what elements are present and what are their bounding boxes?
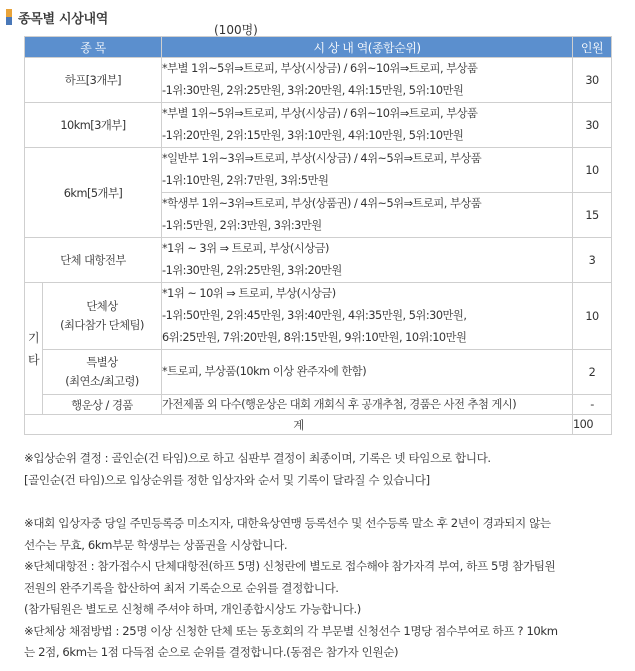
award-line: -1위:30만원, 2위:25만원, 3위:20만원: [162, 264, 342, 277]
award-details: [162, 193, 573, 238]
event-name: [43, 350, 162, 395]
award-line: 6위:25만원, 7위:20만원, 8위:15만원, 9위:10만원, 10위:10만원: [162, 331, 467, 344]
note-line: ※단체상 채점방법 : 25명 이상 신청한 단체 또는 동호회의 각 부문별 신청선수 1명당 점수부여로 하프 ? 10km: [24, 623, 558, 638]
note-line: [골인순(건 타임)으로 입상순위를 정한 입상자와 순서 및 기록이 달라질 수 있습니다]: [24, 472, 430, 487]
award-details: [162, 103, 573, 148]
group-label-other: [25, 283, 43, 415]
table-row: [25, 395, 612, 415]
header-event: 종 목: [25, 37, 162, 58]
section-title: 종목별 시상내역: [18, 11, 109, 27]
award-count: -: [573, 395, 612, 415]
award-line: *부별 1위~5위⇒트로피, 부상(시상금) / 6위~10위⇒트로피, 부상품: [162, 107, 478, 120]
event-name: 10km[3개부]: [25, 103, 162, 148]
award-line: *일반부 1위~3위⇒트로피, 부상(시상금) / 4위~5위⇒트로피, 부상품: [162, 152, 482, 165]
award-count: 2: [573, 350, 612, 395]
event-name: [43, 283, 162, 350]
award-line: -1위:50만원, 2위:45만원, 3위:40만원, 4위:35만원, 5위:30만원,: [162, 309, 467, 322]
award-line: 가전제품 외 다수(행운상은 대회 개회식 후 공개추첨, 경품은 사전 추첨 게시): [162, 398, 517, 411]
note-line: ※입상순위 결정 : 골인순(건 타임)으로 하고 심판부 결정이 최종이며, 기록은 넷 타임으로 합니다.: [24, 451, 491, 465]
award-details: [162, 350, 573, 395]
event-name: 행운상 / 경품: [43, 395, 162, 415]
note-line: (참가팀원은 별도로 신청해 주셔야 하며, 개인종합시상도 가능합니다.): [24, 602, 361, 616]
award-count: 10: [573, 148, 612, 193]
award-details: [162, 283, 573, 350]
award-line: -1위:10만원, 2위:7만원, 3위:5만원: [162, 174, 329, 187]
title-marker-icon: [6, 9, 12, 25]
table-row: [25, 350, 612, 395]
awards-table: [24, 36, 612, 435]
award-line: *1위 ~ 10위 ⇒ 트로피, 부상(시상금): [162, 287, 336, 300]
notes-section: [24, 448, 624, 664]
event-subtitle: (최다참가 단체팀): [60, 319, 144, 332]
award-details: [162, 58, 573, 103]
note-line: 는 2점, 6km는 1점 다득점 순으로 순위를 결정합니다.(동점은 참가자 인원순): [24, 645, 399, 659]
award-details: [162, 238, 573, 283]
event-title: 특별상: [86, 356, 118, 369]
table-row: [25, 58, 612, 103]
table-header-row: [25, 37, 612, 58]
award-count: 10: [573, 283, 612, 350]
event-subtitle: (최연소/최고령): [65, 375, 139, 388]
table-row: [25, 238, 612, 283]
award-count: 30: [573, 58, 612, 103]
event-name: 하프[3개부]: [25, 58, 162, 103]
award-count: 30: [573, 103, 612, 148]
award-line: -1위:20만원, 2위:15만원, 3위:10만원, 4위:10만원, 5위:10만원: [162, 129, 464, 142]
group-label-char: 기: [27, 330, 40, 345]
award-line: *트로피, 부상품(10km 이상 완주자에 한함): [162, 365, 367, 378]
header-count: 인원: [573, 37, 612, 58]
table-row: [25, 283, 612, 350]
event-title: 단체상: [86, 300, 118, 313]
total-label: 계: [25, 415, 573, 435]
unit-note: (100명): [214, 23, 258, 37]
event-name: 단체 대항전부: [25, 238, 162, 283]
group-label-char: 타: [27, 352, 40, 367]
award-count: 3: [573, 238, 612, 283]
award-details: [162, 395, 573, 415]
table-row: [25, 148, 612, 193]
award-details: [162, 148, 573, 193]
award-line: *부별 1위~5위⇒트로피, 부상(시상금) / 6위~10위⇒트로피, 부상품: [162, 62, 478, 75]
table-row: [25, 103, 612, 148]
section-title-row: [6, 8, 108, 26]
table-total-row: [25, 415, 612, 435]
award-count: 15: [573, 193, 612, 238]
note-line: 선수는 무효, 6km부문 학생부는 상품권을 시상합니다.: [24, 537, 288, 552]
note-line: 전원의 완주기록을 합산하여 최저 기록순으로 순위를 결정합니다.: [24, 580, 339, 595]
award-line: -1위:5만원, 2위:3만원, 3위:3만원: [162, 219, 322, 232]
note-line: ※단체대항전 : 참가접수시 단체대항전(하프 5명) 신청란에 별도로 접수해야 참가자격 부여, 하프 5명 참가팀원: [24, 559, 556, 573]
note-line: ※대회 입상자중 당일 주민등록증 미소지자, 대한육상연맹 등록선수 및 선수등록 말소 후 2년이 경과되지 않는: [24, 516, 551, 530]
award-line: -1위:30만원, 2위:25만원, 3위:20만원, 4위:15만원, 5위:10만원: [162, 84, 464, 97]
award-line: *1위 ~ 3위 ⇒ 트로피, 부상(시상금): [162, 242, 329, 255]
note-spacer: [24, 491, 624, 513]
event-name: 6km[5개부]: [25, 148, 162, 238]
award-line: *학생부 1위~3위⇒트로피, 부상(상품권) / 4위~5위⇒트로피, 부상품: [162, 197, 482, 210]
total-value: 100: [573, 415, 612, 435]
header-details: 시 상 내 역(종합순위): [162, 37, 573, 58]
